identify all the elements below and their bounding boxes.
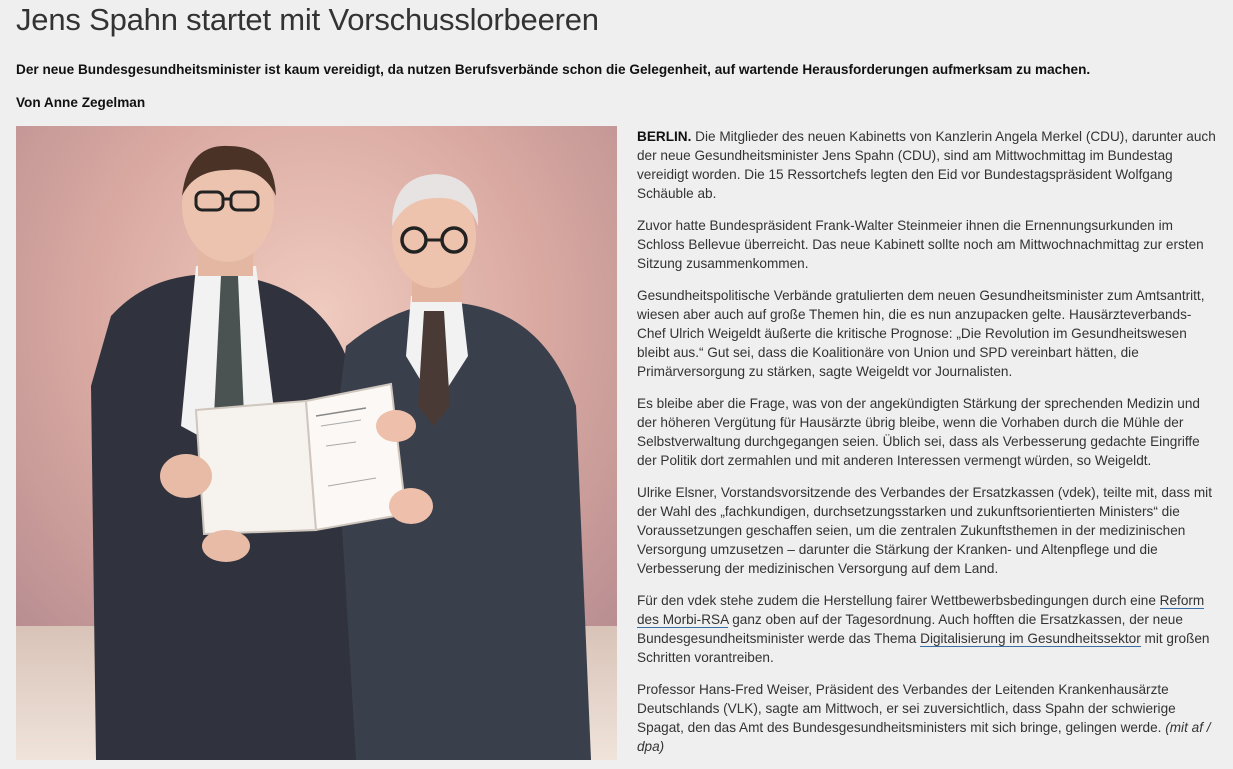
paragraph-2: Zuvor hatte Bundespräsident Frank-Walter Steinmeier ihnen die Ernennungsurkunden im Schloss Bellevue überreicht. Das neue Kabinett sollte noch am Mittwochnachmittag zur ersten Sitzung zusammenkommen. bbox=[637, 218, 1204, 271]
paragraph-6: Für den vdek stehe zudem die Herstellung fairer Wettbewerbsbedingungen durch eine Reform des Morbi-RSA ganz oben auf der Tagesordnung. Auch hofften die Ersatzkassen, der neue Bundesgesundheitsminister werde das Thema Digitalisierung im Gesundheitssektor mit großen Schritten vorantreiben. bbox=[637, 593, 1210, 665]
dateline: BERLIN. bbox=[637, 129, 692, 144]
link-digitalisierung[interactable]: Digitalisierung im Gesundheitssektor bbox=[920, 631, 1141, 646]
article-title: Jens Spahn startet mit Vorschusslorbeeren bbox=[16, 2, 599, 37]
paragraph-3: Gesundheitspolitische Verbände gratulierten dem neuen Gesundheitsminister zum Amtsantritt, wiesen aber auch auf große Themen hin, die es nun anzupacken gelte. Hausärzteverbands-Chef Ulrich Weigeldt äußerte die kritische Prognose: „Die Revolution im Gesundheitswesen bleibt aus.“ Gut sei, dass die Koalitionäre von Union und SPD vereinbart hätten, die Primärversorgung zu stärken, sagte Weigeldt vor Journalisten. bbox=[637, 288, 1205, 379]
paragraph-1: BERLIN. Die Mitglieder des neuen Kabinetts von Kanzlerin Angela Merkel (CDU), darunter auch der neue Gesundheitsminister Jens Spahn (CDU), sind am Mittwochmittag im Bundestag vereidigt worden. Die 15 Ressortchefs legten den Eid vor Bundestagspräsident Wolfgang Schäuble ab. bbox=[637, 129, 1216, 201]
article-author: Von Anne Zegelman bbox=[16, 95, 146, 110]
certificate-folder bbox=[196, 384, 406, 534]
link-reform-morbi-rsa[interactable]: Reform des Morbi-RSA bbox=[637, 593, 1205, 627]
article-body bbox=[637, 127, 1217, 769]
article-photo bbox=[16, 126, 617, 760]
paragraph-7: Professor Hans-Fred Weiser, Präsident des Verbandes der Leitenden Krankenhausärzte Deutschlands (VLK), sagte am Mittwoch, er sei zuversichtlich, dass Spahn der schwierige Spagat, den das Amt des Bundesgesundheitsministers mit sich bringe, gelingen werde. (mit af / dpa) bbox=[637, 682, 1211, 754]
paragraph-5: Ulrike Elsner, Vorstandsvorsitzende des Verbandes der Ersatzkassen (vdek), teilte mit, dass mit der Wahl des „fachkundigen, durchsetzungsstarken und zukunftsorientierten Ministers“ die Voraussetzungen geschaffen seien, um die zentralen Zukunftsthemen in der medizinischen Versorgung umzusetzen – darunter die Stärkung der Kranken- und Altenpflege und die Verbesserung der medizinischen Versorgung auf dem Land. bbox=[637, 485, 1212, 576]
source-credit: (mit af / dpa) bbox=[637, 720, 1211, 754]
article-lead: Der neue Bundesgesundheitsminister ist kaum vereidigt, da nutzen Berufsverbände schon die Gelegenheit, auf wartende Herausforderungen aufmerksam zu machen. bbox=[16, 62, 1091, 77]
paragraph-4: Es bleibe aber die Frage, was von der angekündigten Stärkung der sprechenden Medizin und der höheren Vergütung für Hausärzte übrig bleibe, wenn die Vorhaben durch die Mühle der Selbstverwaltung durchgegangen seien. Üblich sei, dass als Verbesserung gedachte Eingriffe der Politik dort zermahlen und mit anderen Interessen vermengt würden, so Weigeldt. bbox=[637, 396, 1200, 468]
